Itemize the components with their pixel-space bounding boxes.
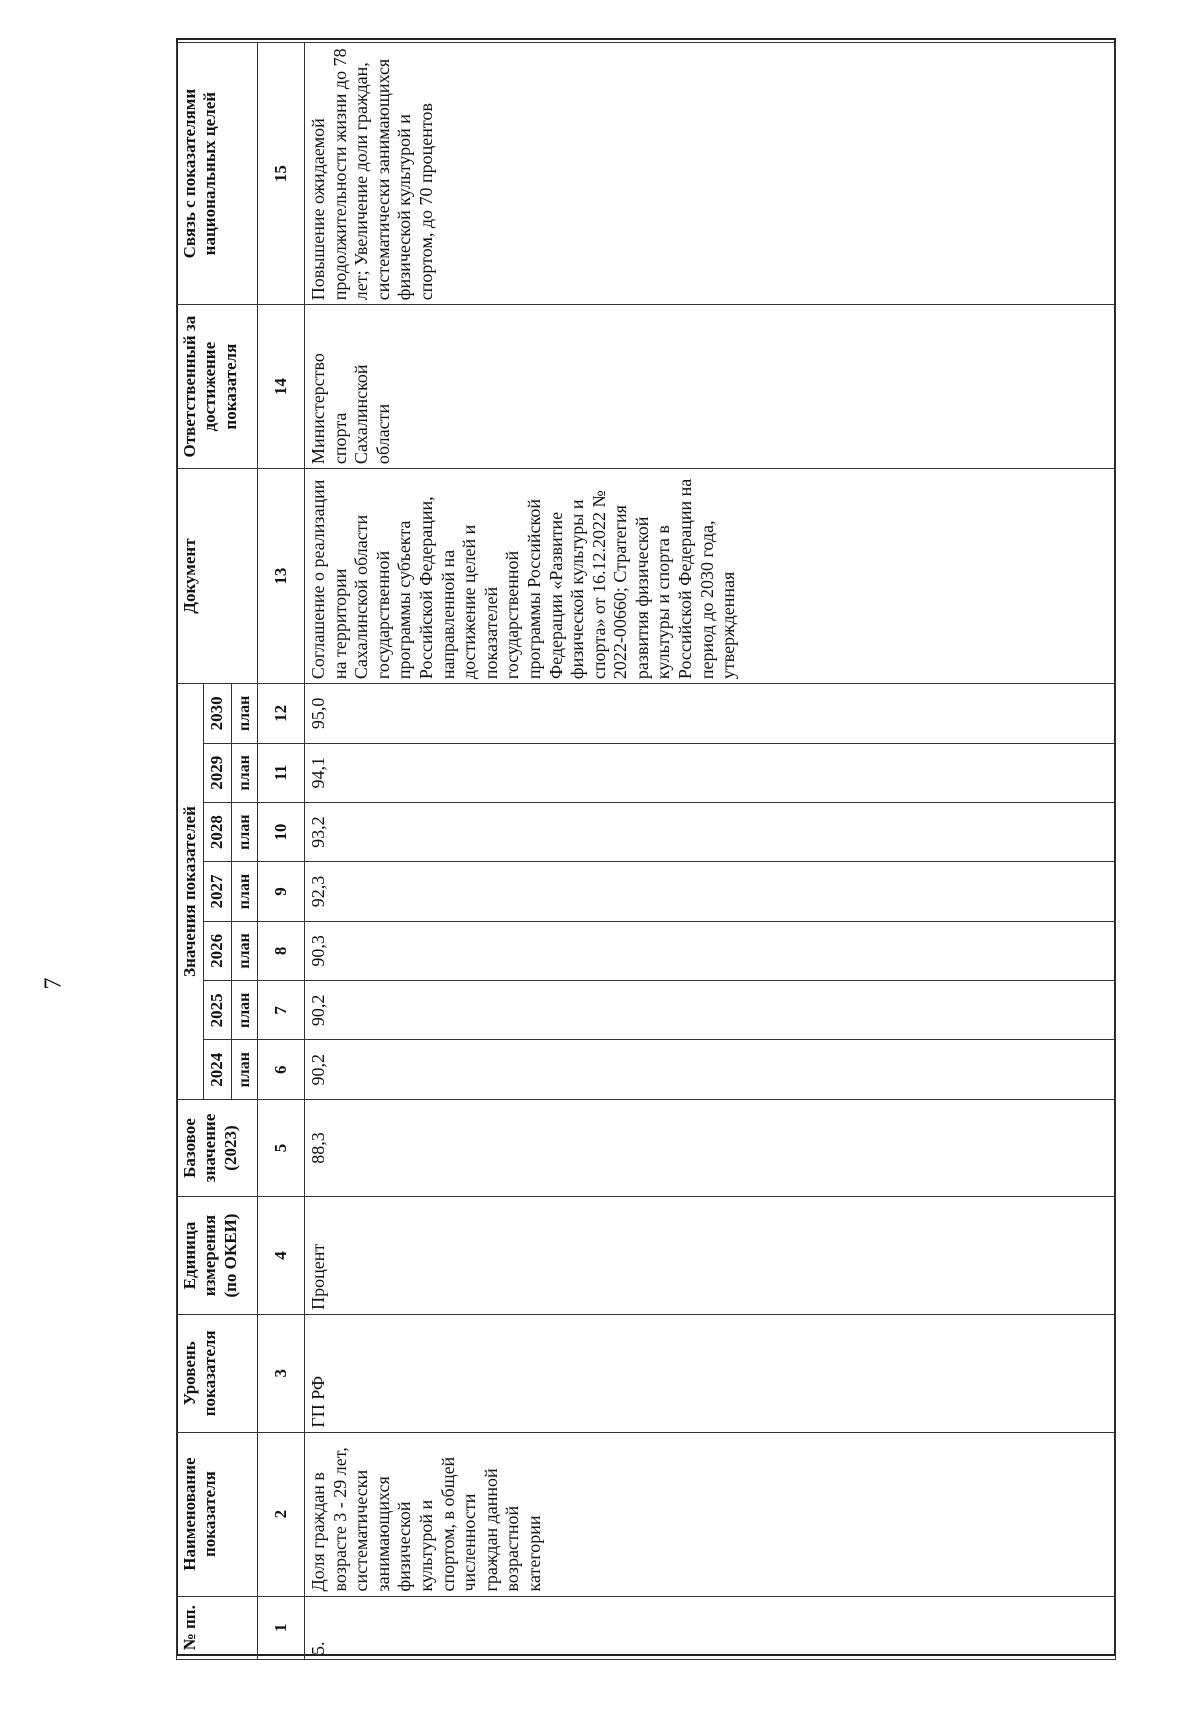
- column-number: 14: [257, 305, 304, 469]
- year-2025: 2025: [204, 981, 231, 1040]
- column-number: 2: [257, 1432, 304, 1596]
- year-2030: 2030: [204, 684, 231, 743]
- plan-label: план: [231, 921, 257, 980]
- table-row: [304, 43, 1115, 1660]
- header-link: Связь с показателями национальных целей: [177, 43, 258, 305]
- header-values: Значения показателей: [177, 684, 204, 1100]
- value-2030: 95,0: [304, 684, 1115, 743]
- column-number: 10: [257, 802, 304, 861]
- year-2027: 2027: [204, 862, 231, 921]
- document-text: Соглашение о реализации на территории Сахалинской области государственной программы субъекта Российской Федерации, направленной на достижение целей и показателей государственной программы Российской Федерации «Развитие физической культуры и спорта» от 16.12.2022 № 2022-00660; Стратегия развития физической культуры и спорта в Российской Федерации на период до 2030 года, утвержденная: [304, 469, 1115, 684]
- base-value: 88,3: [304, 1099, 1115, 1196]
- column-number: 5: [257, 1099, 304, 1196]
- indicator-unit: Процент: [304, 1197, 1115, 1315]
- plan-label: план: [231, 1040, 257, 1099]
- year-2028: 2028: [204, 802, 231, 861]
- year-2029: 2029: [204, 743, 231, 802]
- value-2027: 92,3: [304, 862, 1115, 921]
- plan-label: план: [231, 802, 257, 861]
- column-number: 15: [257, 43, 304, 305]
- value-2028: 93,2: [304, 802, 1115, 861]
- value-2025: 90,2: [304, 981, 1115, 1040]
- indicator-level: ГП РФ: [304, 1314, 1115, 1432]
- national-goals-link: Повышение ожидаемой продолжительности жизни до 78 лет; Увеличение доли граждан, систематически занимающихся физической культурой и спортом, до 70 процентов: [304, 43, 1115, 305]
- column-number: 6: [257, 1040, 304, 1099]
- plan-label: план: [231, 862, 257, 921]
- indicator-name: Доля граждан в возрасте 3 - 29 лет, систематически занимающихся физической культурой и спортом, в общей численности граждан данной возрастной категории: [304, 1432, 1115, 1596]
- header-document: Документ: [177, 469, 258, 684]
- value-2024: 90,2: [304, 1040, 1115, 1099]
- column-number: 13: [257, 469, 304, 684]
- plan-label: план: [231, 743, 257, 802]
- value-2026: 90,3: [304, 921, 1115, 980]
- value-2029: 94,1: [304, 743, 1115, 802]
- table-frame: [176, 38, 1116, 1656]
- plan-label: план: [231, 981, 257, 1040]
- header-unit: Единица измерения (по ОКЕИ): [177, 1197, 258, 1315]
- column-number: 8: [257, 921, 304, 980]
- rotated-table-container: [176, 42, 1116, 1660]
- year-2024: 2024: [204, 1040, 231, 1099]
- column-number: 12: [257, 684, 304, 743]
- header-base: Базовое значение (2023): [177, 1099, 258, 1196]
- column-number: 9: [257, 862, 304, 921]
- responsible-text: Министерство спорта Сахалинской области: [304, 305, 1115, 469]
- column-number: 1: [257, 1596, 304, 1659]
- header-no: № пп.: [177, 1596, 258, 1659]
- header-name: Наименование показателя: [177, 1432, 258, 1596]
- column-numbers-row: [257, 43, 304, 1660]
- column-number: 11: [257, 743, 304, 802]
- header-responsible: Ответственный за достижение показателя: [177, 305, 258, 469]
- indicators-table: [176, 42, 1116, 1660]
- column-number: 3: [257, 1314, 304, 1432]
- plan-label: план: [231, 684, 257, 743]
- year-2026: 2026: [204, 921, 231, 980]
- column-number: 4: [257, 1197, 304, 1315]
- column-number: 7: [257, 981, 304, 1040]
- header-level: Уровень показателя: [177, 1314, 258, 1432]
- page-number: 7: [40, 977, 67, 990]
- row-number: 5.: [304, 1596, 1115, 1659]
